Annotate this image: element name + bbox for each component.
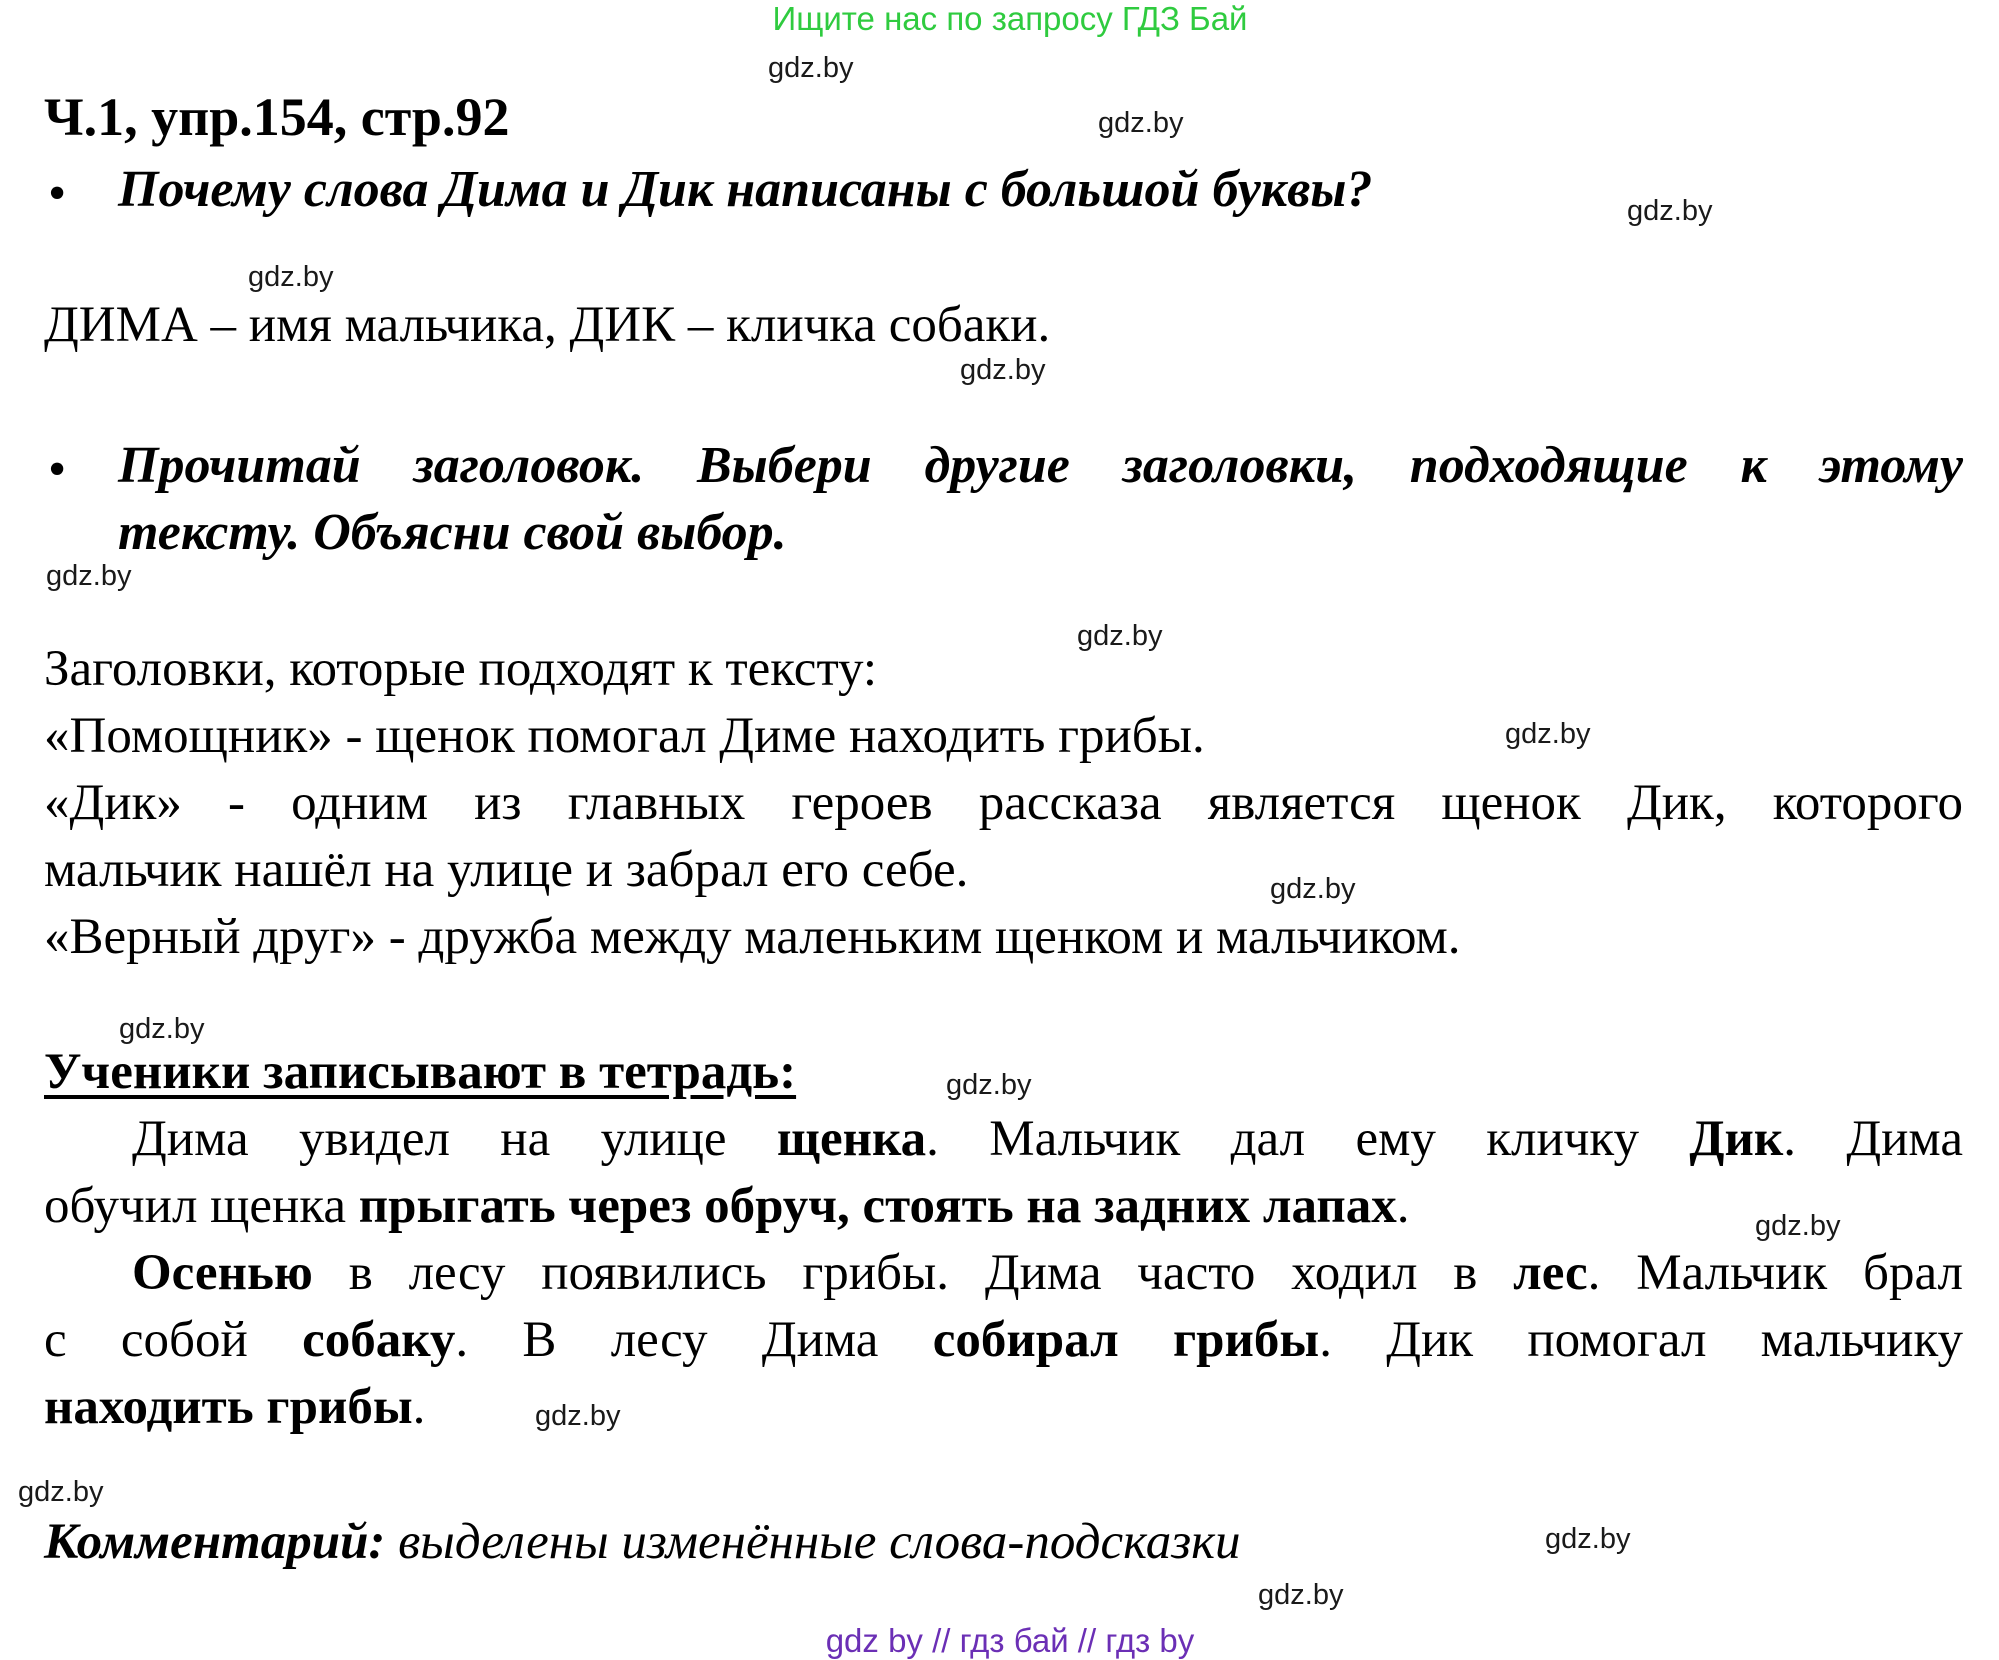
heading-dik-line-1: «Дик» - одним из главных героев рассказа является щенок Дик, которого (44, 775, 1963, 831)
watermark: gdz.by (46, 560, 132, 592)
watermark: gdz.by (1505, 718, 1591, 750)
bullet-2: • (48, 441, 67, 498)
footer-links[interactable]: gdz by // гдз бай // гдз by (825, 1622, 1195, 1659)
comment-label: Комментарий: (44, 1514, 386, 1570)
heading-pomoshchnik: «Помощник» - щенок помогал Диме находить грибы. (44, 708, 1205, 764)
watermark: gdz.by (119, 1013, 205, 1045)
watermark: gdz.by (768, 52, 854, 84)
watermark: gdz.by (18, 1476, 104, 1508)
paragraph-1-line-1: Дима увидел на улице щенка. Мальчик дал ему кличку Дик. Дима (132, 1111, 1963, 1167)
watermark: gdz.by (1077, 620, 1163, 652)
watermark: gdz.by (1270, 873, 1356, 905)
watermark: gdz.by (248, 261, 334, 293)
paragraph-2-line-2: с собой собаку. В лесу Дима собирал грибы. Дик помогал мальчику (44, 1312, 1964, 1368)
notebook-heading: Ученики записывают в тетрадь: (44, 1044, 797, 1100)
page-title: Ч.1, упр.154, стр.92 (44, 87, 510, 147)
comment (44, 1513, 1241, 1571)
watermark: gdz.by (960, 354, 1046, 386)
question-1: Почему слова Дима и Дик написаны с большой буквы? (118, 161, 1373, 218)
watermark: gdz.by (1627, 195, 1713, 227)
answer-1: ДИМА – имя мальчика, ДИК – кличка собаки. (44, 297, 1051, 353)
watermark: gdz.by (535, 1400, 621, 1432)
top-banner[interactable]: Ищите нас по запросу ГДЗ Бай (772, 0, 1248, 37)
watermark: gdz.by (1545, 1523, 1631, 1555)
paragraph-2-line-1: Осенью в лесу появились грибы. Дима часто ходил в лес. Мальчик брал (132, 1245, 1963, 1301)
question-2-line-2: тексту. Объясни свой выбор. (118, 504, 787, 561)
question-2-line-1: Прочитай заголовок. Выбери другие заголовки, подходящие к этому (118, 437, 1963, 494)
bullet-1: • (48, 165, 67, 222)
paragraph-1-line-2: обучил щенка прыгать через обруч, стоять на задних лапах. (44, 1178, 1410, 1234)
watermark: gdz.by (1258, 1579, 1344, 1611)
watermark: gdz.by (946, 1069, 1032, 1101)
heading-dik-line-2: мальчик нашёл на улице и забрал его себе. (44, 842, 969, 898)
paragraph-2-line-3: находить грибы. (44, 1379, 426, 1435)
comment-text: выделены изменённые слова-подсказки (385, 1514, 1241, 1570)
watermark: gdz.by (1098, 107, 1184, 139)
headings-intro: Заголовки, которые подходят к тексту: (44, 641, 878, 697)
heading-verny-drug: «Верный друг» - дружба между маленьким щенком и мальчиком. (44, 909, 1461, 965)
watermark: gdz.by (1755, 1210, 1841, 1242)
